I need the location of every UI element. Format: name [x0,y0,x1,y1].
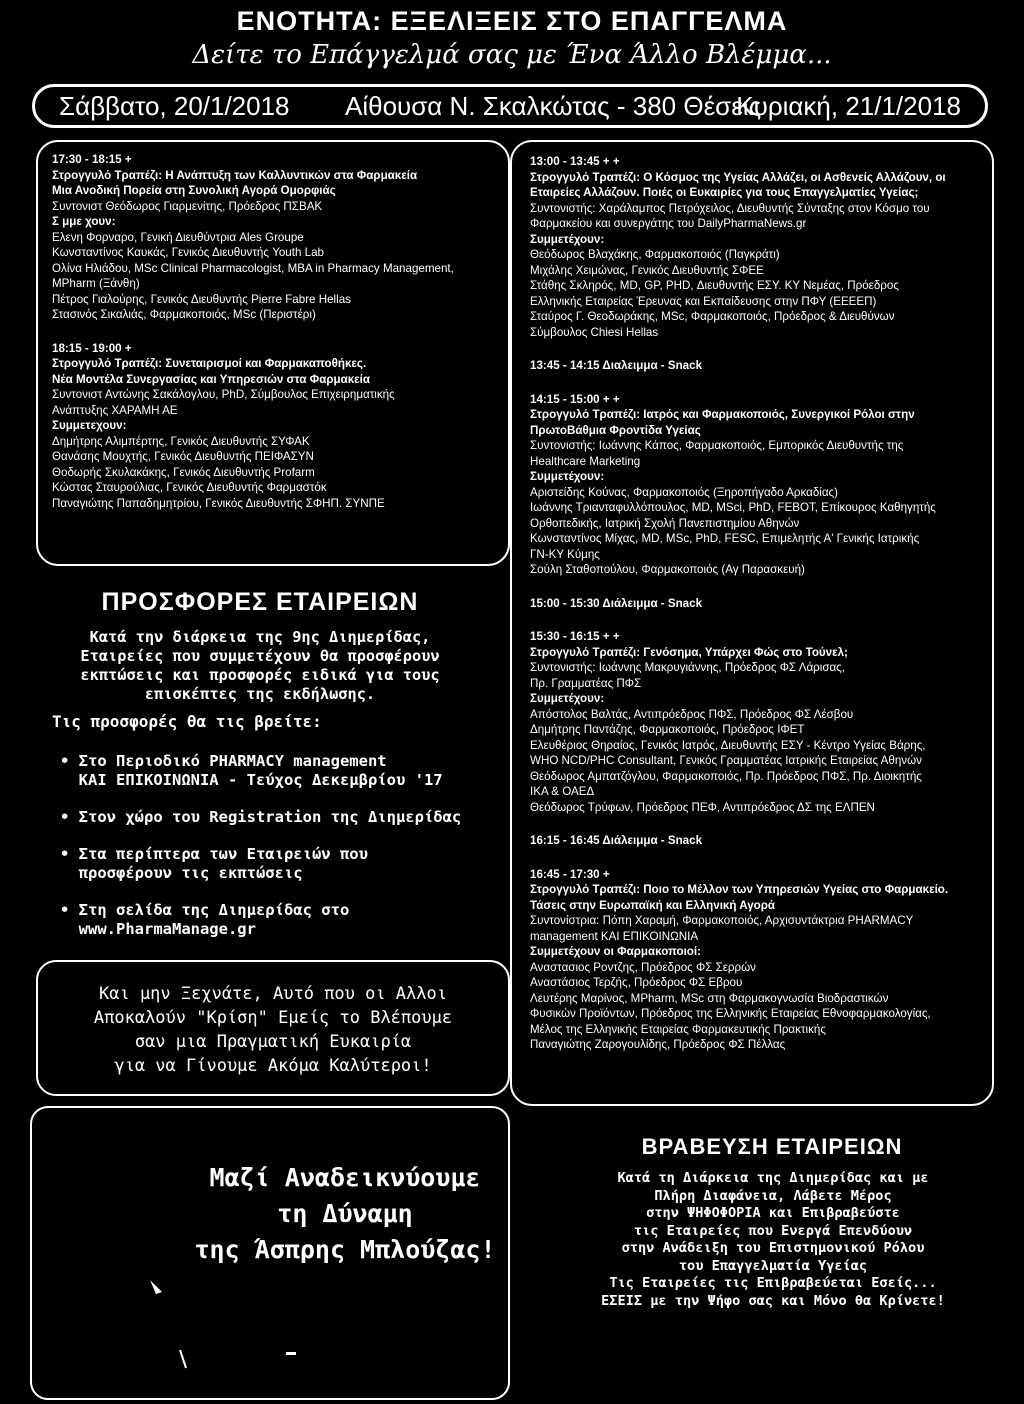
session-time: 13:00 - 13:45 + + [530,155,620,168]
program-line: Συμμετέχουν: [530,470,605,483]
session-time: 15:30 - 16:15 + + [530,630,620,643]
program-line: Στρογγυλό Τραπέζι: Η Ανάπτυξη των Καλλυντικών στα Φαρμακεία [52,168,418,182]
program-line: Αριστείδης Κούνας, Φαρμακοποιός (Ξηροπήγαδο Αρκαδίας) [530,485,839,499]
program-line: Απόστολος Βαλτάς, Αντιπρόεδρος ΠΦΣ, Πρόεδρος ΦΣ Λέσβου [530,707,854,721]
program-line: Λευτέρης Μαρίνος, MPharm, MSc στη Φαρμακογνωσία Βιοδραστικών [530,991,889,1005]
program-line: Σούλη Σταθοπούλου, Φαρμακοποιός (Αγ Παρασκευή) [530,563,805,576]
program-line: WHO NCD/PHC Consultant, Γενικός Γραμματέας Ιατρικής Εταιρείας Αθηνών [530,754,922,767]
program-line: Συμμετεχουν: [52,419,127,432]
program-line: Ελληνικής Εταιρείας Έρευνας και Εκπαίδευσης στην ΠΦΥ (ΕΕΕΕΠ) [530,294,877,308]
program-line: Δημήτρης Αλιμπέρτης, Γενικός Διευθυντής ΣΥΦΑΚ [52,434,310,448]
program-line: Συμμετέχουν: [530,232,605,246]
white-coat-line: της Άσπρης Μπλούζας! [194,1235,496,1264]
program-line: Νέα Μοντέλα Συνεργασίας και Υπηρεσιών στα Φαρμακεία [52,372,371,386]
program-line: Συντονιστ Αντώνης Σακάλογλου, PhD, Σύμβουλος Επιχειρηματικής [52,388,395,401]
program-line: Στρογγυλό Τραπέζι: Ποιο το Μέλλον των Υπηρεσιών Υγείας στο Φαρμακείο. [530,883,949,896]
program-gap [530,815,990,833]
session-time: 16:45 - 17:30 + [530,867,610,881]
program-gap [530,374,990,392]
session-time: 18:15 - 19:00 + [52,341,132,355]
program-line: Συντονιστής: Ιωάννης Μακρυγιάννης, Πρόεδρος ΦΣ Λάρισας, [530,661,845,674]
offers-line: Εταιρείες που συμμετέχουν θα προσφέρουν [80,647,440,665]
program-line: Μέλος της Ελληνικής Εταιρείας Φαρμακευτικής Πρακτικής [530,1022,826,1036]
left-program [52,152,502,511]
session-time: 16:15 - 16:45 Διάλειμμα - Snack [530,834,703,847]
program-line: Αναστασιος Ροντζης, Πρόεδρος ΦΣ Σερρών [530,960,756,974]
mark-dash [286,1352,296,1355]
program-line: Εταιρείες Αλλάζουν. Ποιές οι Ευκαιρίες για τους Επαγγελματίες Υγείας; [530,186,919,199]
right-date: Κυριακή, 21/1/2018 [736,91,961,121]
program-line: Τάσεις στην Ευρωπαϊκή και Ελληνική Αγορά [530,898,776,912]
program-line: Θεόδωρος Βλαχάκης, Φαρμακοποιός (Παγκράτι) [530,248,780,261]
offer-bullet-line: • Στα περίπτερα των Εταιρειών που [60,845,368,863]
offer-bullet-line: • Στον χώρο του Registration της Διημερίδας [60,808,462,826]
offer-bullet [60,752,520,790]
slogan-line: Και μην Ξεχνάτε, Αυτό που οι Αλλοι [99,984,447,1004]
program-line: Πρ. Γραμματέας ΠΦΣ [530,676,642,690]
program-line: Θανάσης Μουχτής, Γενικός Διευθυντής ΠΕΙΦΑΣΥΝ [52,450,314,463]
session-time: 15:00 - 15:30 Διάλειμμα - Snack [530,596,703,610]
program-gap [530,340,990,358]
program-line: Δημήτρης Παντάζης, Φαρμακοποιός, Πρόεδρος ΙΦΕΤ [530,723,805,736]
award-line: Τις Εταιρείες τις Επιβραβεύεται Εσείς... [609,1275,937,1291]
program-line: Θεόδωρος Τρύφων, Πρόεδρος ΠΕΦ, Αντιπρόεδρος ΔΣ της ΕΛΠΕΝ [530,800,875,814]
award-line: Πλήρη Διαφάνεια, Λάβετε Μέρος [654,1187,892,1204]
award-line: στην Ανάδειξη του Επιστημονικού Ρόλου [621,1240,925,1256]
program-line: Ολίνα Ηλιάδου, MSc Clinical Pharmacologist, MBA in Pharmacy Management, [52,261,454,275]
program-line: Παναγιώτης Ζαρογουλίδης, Πρόεδρος ΦΣ Πέλλας [530,1038,786,1051]
program-line: MPharm (Ξάνθη) [52,277,140,290]
program-line: Μιχάλης Χειμώνας, Γενικός Διευθυντής ΣΦΕΕ [530,263,764,277]
offers-line: εκπτώσεις και προσφορές ειδικά για τους [80,666,440,684]
program-line: Ορθοπεδικής, Ιατρική Σχολή Πανεπιστημίου Αθηνών [530,516,800,530]
program-line: Σύμβουλος Chiesi Hellas [530,325,659,339]
slogan-line: Αποκαλούν "Κρίση" Εμείς το Βλέπουμε [93,1008,453,1028]
slogan-line: σαν μια Πραγματική Ευκαιρία [134,1032,412,1052]
program-line: Συντονιστ Θεόδωρος Γιαρμενίτης, Πρόεδρος ΠΣΒΑΚ [52,199,323,213]
offer-bullet-line: www.PharmaManage.gr [60,920,256,938]
program-gap [530,578,990,596]
offers-title: ΠΡΟΣΦΟΡΕΣ ΕΤΑΙΡΕΙΩΝ [101,588,419,616]
session-time: 14:15 - 15:00 + + [530,392,620,406]
program-line: ΙΚΑ & ΟΑΕΔ [530,785,595,798]
program-line: Αναστάσιος Τερζής, Πρόεδρος ΦΣ Εβρου [530,976,743,989]
program-line: management ΚΑΙ ΕΠΙΚΟΙΝΩΝΙΑ [530,929,699,943]
offer-bullet-line: • Στο Περιοδικό PHARMACY management [60,752,387,770]
program-line: Θοδωρής Σκυλακάκης, Γενικός Διευθυντής Profarm [52,465,315,479]
award-text [528,1170,1018,1310]
program-line: Πέτρος Γιαλούρης, Γενικός Διευθυντής Pierre Fabre Hellas [52,292,351,306]
mark-shape [150,1280,162,1294]
program-line: Στρογγυλό Τραπέζι: Συνεταιρισμοί και Φαρμακαποθήκες. [52,357,367,370]
award-line: Κατά τη Διάρκεια της Διημερίδας και με [617,1170,929,1186]
program-line: Παναγιώτης Παπαδημητρίου, Γενικός Διευθυντής ΣΦΗΠ. ΣΥΝΠΕ [52,496,385,510]
white-coat-line: τη Δύναμη [277,1199,413,1228]
program-line: Κωνσταντίνος Μίχας, MD, MSc, PhD, FESC, Επιμελητής Α' Γενικής Ιατρικής [530,532,920,545]
session-time: 17:30 - 18:15 + [52,153,132,166]
program-line: Σταύρος Γ. Θεοδωράκης, MSc, Φαρμακοποιός, Πρόεδρος & Διευθύνων [530,310,895,323]
program-line: Ανάπτυξης ΧΑΡΑΜΗ ΑΕ [52,403,178,417]
program-line: Στασινός Σικαλιάς, Φαρμακοποιός, MSc (Περιστέρι) [52,308,316,321]
offer-bullet-line: ΚΑΙ ΕΠΙΚΟΙΝΩΝΙΑ - Τεύχος Δεκεμβρίου '17 [60,771,443,789]
program-line: Φαρμακείου και συνεργάτης του DailyPharmaNews.gr [530,217,807,230]
session-time: 13:45 - 14:15 Διαλειμμα - Snack [530,359,703,372]
white-coat-slogan [180,1160,510,1268]
offer-bullet-line: προσφέρουν τις εκπτώσεις [60,864,303,882]
left-date: Σάββατο, 20/1/2018 [59,91,290,121]
award-line: ΕΣΕΙΣ με την Ψήφο σας και Μόνο θα Κρίνετε! [601,1292,945,1309]
program-line: Συντονιστής: Χαράλαμπος Πετρόχειλος, Διευθυντής Σύνταξης στον Κόσμο του [530,201,930,215]
program-line: Συντονιστής: Ιωάννης Κάπος, Φαρμακοποιός, Εμπορικός Διευθυντής της [530,439,904,452]
section-subtitle: Δείτε το Επάγγελμά σας με Ένα Άλλο Βλέμμα... [192,40,832,70]
offer-bullet [60,808,520,827]
program-line: Συμμετέχουν: [530,692,605,705]
program-line: Κωνσταντίνος Καυκάς, Γενικός Διευθυντής Youth Lab [52,246,324,259]
offer-bullet [60,901,520,939]
right-program [530,154,990,1053]
program-line: Συμμετέχουν οι Φαρμακοποιοί: [530,945,701,958]
mark-line [180,1350,186,1368]
offer-bullet-line: • Στη σελίδα της Διημερίδας στο [60,901,350,919]
offers-bullets [60,752,520,957]
program-line: ΠρωτοΒάθμια Φροντίδα Υγείας [530,423,701,437]
program-line: Healthcare Marketing [530,454,641,468]
program-line: Ελευθέριος Θηραίος, Γενικός Ιατρός, Διευθυντής ΕΣΥ - Κέντρο Υγείας Βάρης, [530,738,926,752]
program-line: Στρογγυλό Τραπέζι: Γενόσημα, Υπάρχει Φώς στο Τούνελ; [530,645,848,659]
program-line: Σ μμε χουν: [52,215,116,228]
program-line: Ιωάννης Τριανταφυλλόπουλος, MD, MSci, PhD, FEBOT, Επίκουρος Καθηγητής [530,501,936,514]
program-gap [530,849,990,867]
program-line: Θεόδωρος Αμπατζόγλου, Φαρμακοποιός, Πρ. Πρόεδρος ΠΦΣ, Πρ. Διοικητής [530,769,922,783]
slogan-line: για να Γίνουμε Ακόμα Καλύτεροι! [114,1056,432,1076]
slogan-text [36,982,510,1078]
offers-intro: Τις προσφορές θα τις βρείτε: [52,712,322,731]
program-line: Στρογγυλό Τραπέζι: Ο Κόσμος της Υγείας Αλλάζει, οι Ασθενείς Αλλάζουν, οι [530,170,946,184]
program-line: Συντονίστρια: Πόπη Χαραμή, Φαρμακοποιός, Αρχισυντάκτρια PHARMACY [530,914,914,927]
offers-text [30,628,490,704]
program-line: Κώστας Σταυρούλιας, Γενικός Διευθυντής Φαρμαστόκ [52,481,327,494]
program-gap [530,611,990,629]
award-line: τις Εταιρείες που Ενεργά Επενδύουν [633,1222,913,1239]
award-line: στην ΨΗΦΟΦΟΡΙΑ και Επιβραβεύστε [646,1205,900,1221]
program-line: Μια Ανοδική Πορεία στη Συνολική Αγορά Ομορφιάς [52,184,336,197]
white-coat-line: Μαζί Αναδεικνύουμε [209,1163,481,1192]
award-line: του Επαγγελματία Υγείας [678,1257,868,1274]
program-line: Ελενη Φορναρο, Γενική Διευθύντρια Ales Groupe [52,230,304,244]
program-line: Στάθης Σκληρός, MD, GP, PHD, Διευθυντής ΕΣΥ. ΚΥ Νεμέας, Πρόεδρος [530,279,899,292]
section-title: ΕΝΟΤΗΤΑ: ΕΞΕΛΙΞΕΙΣ ΣΤΟ ΕΠΑΓΓΕΛΜΑ [236,6,788,36]
award-title: ΒΡΑΒΕΥΣΗ ΕΤΑΙΡΕΙΩΝ [641,1134,903,1159]
program-gap [52,323,502,341]
hall-info: Αίθουσα Ν. Σκαλκώτας - 380 Θέσεις [345,91,762,121]
program-line: ΓΝ-ΚΥ Κύμης [530,547,600,561]
program-line: Φυσικών Προϊόντων, Πρόεδρος της Ελληνικής Εταιρείας Εθνοφαρμακολογίας, [530,1007,931,1020]
offer-bullet [60,845,520,883]
offers-line: Κατά την διάρκεια της 9ης Διημερίδας, [89,628,431,646]
decorative-marks [110,1250,310,1390]
date-bar [32,84,988,128]
program-line: Στρογγυλό Τραπέζι: Ιατρός και Φαρμακοποιός, Συνεργικοί Ρόλοι στην [530,408,915,421]
offers-line: επισκέπτες της εκδήλωσης. [144,685,376,703]
